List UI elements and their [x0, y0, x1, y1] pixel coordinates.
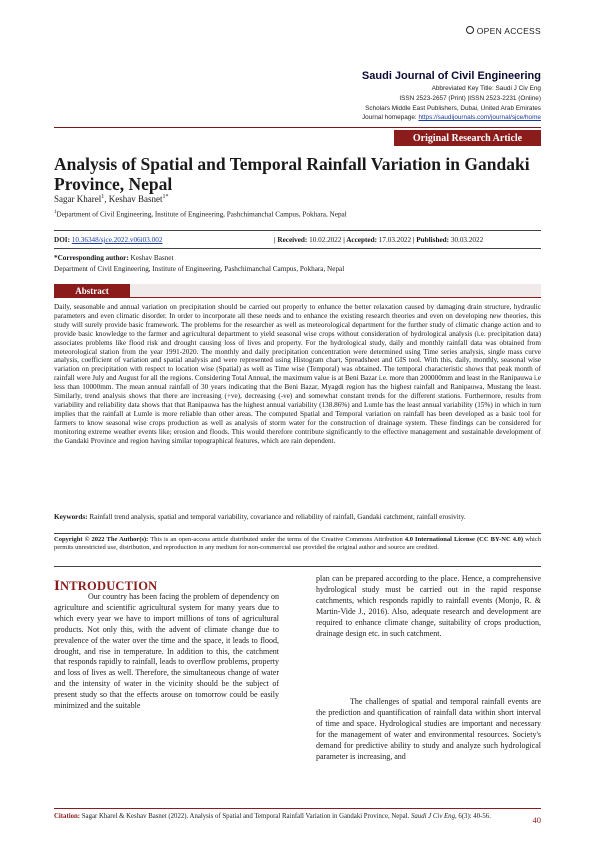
copyright-notice: [54, 536, 541, 553]
corresponding-affiliation: Department of Civil Engineering, Institute of Engineering, Pashchimanchal Campus, Pokhara, Nepal: [54, 265, 345, 273]
affiliation-marker: 1: [54, 210, 57, 215]
corresponding-name: Keshav Basnet: [130, 254, 174, 262]
journal-issn: ISSN 2523-2657 (Print) |ISSN 2523-2231 (Online): [399, 95, 541, 102]
intro-paragraph: plan can be prepared according to the place. Hence, a comprehensive hydrological study must be carried out in the rapid response catchments, which responds rapidly to rainfall events (Monjo, R. & Martin-Vide J., 2016). Also, adequate research and development are required to enhance climate change, suitability of crops production, drainage design etc. in such catchment.: [316, 574, 541, 638]
citation-issue: 6(3): 40-56.: [456, 813, 491, 820]
citation-text: Sagar Kharel & Keshav Basnet (2022). Analysis of Spatial and Temporal Rainfall Variation in Gandaki Province, Nepal.: [81, 813, 411, 820]
license-name: 4.0 International License (CC BY-NC 4.0): [404, 536, 524, 543]
journal-publisher: Scholars Middle East Publishers, Dubai, United Arab Emirates: [365, 105, 541, 112]
keywords-label: Keywords:: [54, 513, 90, 521]
homepage-link[interactable]: https://saudijournals.com/journal/sjce/home: [418, 114, 541, 121]
article-title: Analysis of Spatial and Temporal Rainfall Variation in Gandaki Province, Nepal: [54, 154, 530, 194]
homepage-label: Journal homepage:: [361, 114, 419, 121]
citation: [54, 812, 514, 821]
author-list: [54, 194, 168, 204]
citation-label: Citation:: [54, 813, 82, 820]
author-separator: ,: [104, 194, 109, 204]
intro-column-left: [54, 592, 279, 712]
received-label: | Received:: [274, 236, 310, 244]
header-rule: [54, 127, 541, 128]
copyright-text: This is an open-access article distributed under the terms of the Creative Commons Attribution: [148, 536, 405, 543]
meta-top-rule: [54, 230, 541, 231]
accepted-label: | Accepted:: [343, 236, 379, 244]
author-affil-marker: 1: [101, 194, 105, 200]
article-type-badge: Original Research Article: [394, 130, 541, 146]
intro-column-right: [316, 574, 541, 639]
open-access-lock-icon: [466, 26, 474, 34]
corresponding-author: [54, 254, 173, 262]
article-meta: [54, 236, 541, 244]
affiliation: [54, 210, 347, 218]
journal-homepage: [362, 114, 541, 121]
footer-rule: [54, 808, 541, 809]
author-name: Keshav Basnet: [108, 194, 163, 204]
intro-paragraph: Our country has been facing the problem of dependency on agriculture and scientific agricultural system for many years due to which every year we have to import millions of tons of agricultural products. Not only this, with the advent of climate change due to prevalence of the water over the time and the space, it leads to flood, drought, and rise in temperature. In addition to this, the catchment that responds rapidly to rainfall, leads to overflow problems, property and loss of lives as well. Therefore, the simultaneous change of water and the intensity of water in the vicinity should be the subject of present study so that the effects arouse on tomorrow could be easily minimized and the suitable: [54, 592, 279, 711]
accepted-date: 17.03.2022: [378, 236, 412, 244]
copyright-label: Copyright © 2022 The Author(s):: [54, 536, 149, 543]
published-date: 30.03.2022: [450, 236, 484, 244]
copyright-top-rule: [54, 533, 541, 534]
intro-column-right-cont: [316, 697, 541, 762]
copyright-text-cont: which permits unrestricted use, distribution, and reproduction in any medium for non-commercial use provided the original author and source are credited.: [54, 536, 541, 552]
doi-link[interactable]: 10.36348/sjce.2022.v06i03.002: [71, 236, 163, 244]
doi-label: DOI:: [54, 236, 72, 244]
page-number: 40: [532, 815, 541, 825]
author-affil-marker: 1*: [162, 194, 169, 200]
keywords: [54, 513, 541, 522]
author-name: Sagar Kharel: [54, 194, 102, 204]
keywords-text: Rainfall trend analysis, spatial and temporal variability, covariance and reliability of rainfall, Gandaki catchment, rainfall erosivity.: [89, 513, 466, 521]
meta-bottom-rule: [54, 248, 541, 249]
journal-name: Saudi Journal of Civil Engineering: [361, 70, 541, 82]
abstract-heading: Abstract: [54, 284, 130, 297]
copyright-bottom-rule: [54, 566, 541, 567]
journal-abbrev: Abbreviated Key Title: Saudi J Civ Eng: [431, 85, 541, 92]
abstract-text: Daily, seasonable and annual variation on precipitation should be carried out properly to enhance the better relaxation caused by damaging drain structure, hydraulic parameters and even climatic disorder. In order to incorporate all these needs and to enhance the existing research theories and even on developing new theories, this study will surely provide basic framework. The problems for the researcher as well as meteorological department for the further study of climatic change action and to provide basic knowledge to the farmer and agricultural department to yield seasonal wise crops without consideration of hydrological analysis (i.e. precipitation data) associates problems like flood risk and drought causing loss of lives and property. For the hydrological study, daily and monthly rainfall data was obtained from meteorological station from the year 1991-2020. The monthly and daily precipitation concentration were determined using Time series analysis, single mass curve analysis, coefficient of variation and spatial analysis and were represented using Histogram chart, Spreadsheet and GIS tool. With this, daily, monthly, seasonal wise variation on precipitation with respect to location wise (Spatial) as well as Time wise (Temporal) was obtained. The temporal characteristic shows that peak month of rainfall were July and August for all the regions. Considering Total Annual, the maximum value is at Beni Bazar i.e. more than 200000mm and least in the Ranipauwa i.e less than 10000mm. The mean annual rainfall of 30 years indicating that the Beni Bazar, Myagdi region has the highest rainfall and Ranipauwa, Mustang the least. Similarly, trend analysis shows that there are increasing (+ve), decreasing (-ve) and somewhat constant trends for the different stations. Furthermore, results from variability and reliability data shows that that Ranipauwa has the highest annual variability (138.86%) and Lumle has the least annual variability (15%) in which in turn implies that the rainfall at Lumle is more reliable than other areas. The computed Spatial and Temporal variation on rainfall has been developed as a basic tool for farmers to know seasonal wise crops production as well as analysis of storm water for the construction of drainage system. These findings can be considered for monitoring extreme weather events like; erosion and floods. This would therefore contribute significantly to the effective management and sustainable development of the Gandaki Province and region having similar topographical features, which are rain dependent.: [54, 303, 541, 445]
published-label: | Published:: [412, 236, 451, 244]
open-access-badge: [466, 26, 541, 36]
intro-paragraph: The challenges of spatial and temporal rainfall events are the prediction and quantification of rainfall data within short interval of time and space. Hydrological studies are important and necessary for the management of water and environmental resources. Society's demand for predictive ability to study and analyze such hydrological parameter is increasing, and: [316, 697, 541, 761]
corresponding-label: *Corresponding author:: [54, 254, 131, 262]
affiliation-text: Department of Civil Engineering, Institute of Engineering, Pashchimanchal Campus, Pokhara, Nepal: [56, 210, 347, 219]
heading-rest: NTRODUCTION: [60, 579, 158, 593]
citation-journal: Saudi J Civ Eng,: [411, 813, 457, 820]
open-access-label: OPEN ACCESS: [476, 26, 541, 36]
received-date: 10.02.2022: [309, 236, 342, 244]
heading-initial: I: [54, 578, 61, 594]
dates: [274, 236, 483, 244]
